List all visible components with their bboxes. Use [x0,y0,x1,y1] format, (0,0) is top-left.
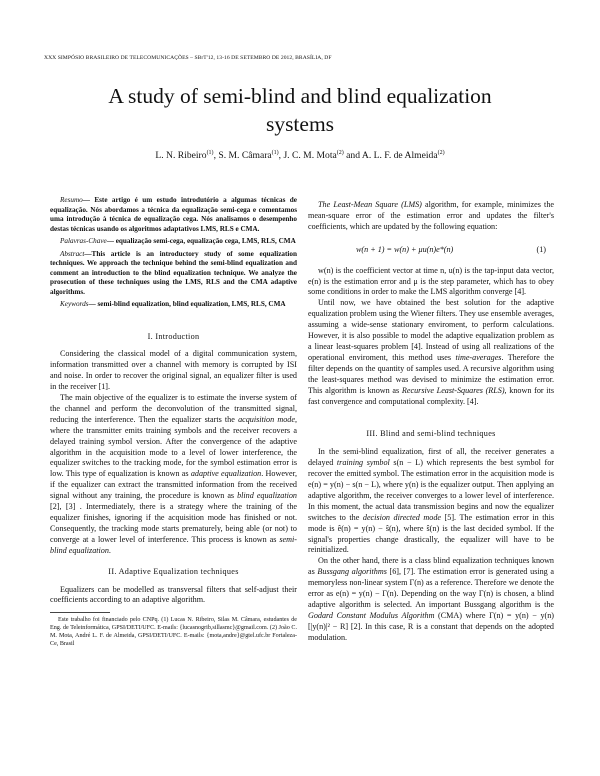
palavras-chave-block [50,237,297,247]
author-1-affil: (1) [206,150,214,156]
abstract-block [50,250,297,298]
section2-paragraph-1: Equalizers can be modelled as transversal filters that self-adjust their coefficients according to an adaptive algorithm. [50,584,297,605]
left-column [50,196,297,648]
lms-variables-paragraph: w(n) is the coefficient vector at time n, u(n) is the tap-input data vector, e(n) is the estimation error and μ is the step parameter, which has to obey some conditions in order to make the LMS algorithm converge [4]. [308,265,554,297]
palavras-chave-text: — equalização semi-cega, equalização cega, LMS, RLS, CMA [106,237,296,245]
author-list [40,150,560,161]
author-4: and A. L. F. de Almeida [343,150,438,162]
paper-title [40,82,560,138]
intro-paragraph-1: Considering the classical model of a digital communication system, information transmitted over a channel with memory is corrupted by ISI and noise. In order to recover the original signal, an equalizer filter is used in the receiver [1]. [50,349,297,392]
intro-paragraph-2: The main objective of the equalizer is to estimate the inverse system of the channel and perform the deconvolution of the transmitted signal, reducing the interference. Then the equalizer starts the acquisition mode, where the transmitter emits training symbols and the receiver recovers a delayed training symbol version. After the convergence of the adaptive algorithm in the acquisition mode to a level of lower interference, the equalizer switches to the tracking mode, for the symbol estimation error is low. This type of equalization is known as adaptive equalization. However, if the equalizer can extract the transmitted information from the received signal without any training, the procedure is known as blind equalization [2], [3] . Intermediately, there is a strategy where the training of the equalizer finishes, ignoring if the acquisition mode has finished or not. Consequently, the tracking mode starts prematurely, being able (or not) to converge at a lower level of interference. This process is known as semi-blind equalization. [50,393,298,555]
right-column [308,200,554,644]
semi-blind-paragraph: In the semi-blind equalization, first of all, the receiver generates a delayed training symbol s(n − L) which represents the best symbol for recover the emitted symbol. The estimation error in the acquisition mode is e(n) = y(n) − s(n − L), where y(n) is the equalizer output. Then applying an adaptive algorithm, the receiver converges to a lower level of interference. In this moment, the actual data transmission begins and now the equalizer switches to the decision directed mode [5]. The estimation error in this mode is ê(n) = y(n) − ŝ(n), where ŝ(n) is the last decided symbol. If the signal's properties change drastically, the equalizer will have to be reinitialized. [308,447,555,555]
bussgang-paragraph: On the other hand, there is a class blind equalization techniques known as Bussgang algorithms [6], [7]. The estimation error is generated using a memoryless non-linear system Γ(n) as a reference. Therefore we denote the error as e(n) = y(n) − Γ(n). Depending on the way Γ(n) is chosen, a blind adaptive algorithm is selected. An important Bussgang algorithm is the Godard Constant Modulus Algorithm (CMA) where Γ(n) = y(n) − y(n) [|y(n)|² − R] [2]. In this case, R is a constant that depends on the adopted modulation. [308,556,554,642]
author-3: , J. C. M. Mota [278,150,337,162]
equation-body: w(n + 1) = w(n) + μu(n)e*(n) [356,244,454,254]
resumo-text: — Este artigo é um estudo introdutório a algumas técnicas de equalização. Nós abordamos a técnica da equalização semi-cega e comentamos uma introdução à técnica de equalização cega. Nós analisamos o desempenho destas técnicas usando os algoritmos adaptativos LMS, RLS e CMA. [50,196,297,233]
resumo-label: Resumo [60,196,83,204]
rls-paragraph: Until now, we have obtained the best solution for the adaptive equalization problem using the Wiener filters. They use ensemble averages, assuming a wide-sense stationary enviroment, to perform calculations. However, it is also possible to model the adaptive equalization problem as a linear least-squares problem [4]. Instead of using all realizations of the operational enviroment, this method uses time-averages. Therefore the filter depends on the quantity of samples used. A recursive algorithm using the least-squares method was devised to minimize the estimation error. This algorithm is known as Recursive Least-Squares (RLS), known for its fast convergence and computational complexity. [4]. [308,298,554,406]
author-2-affil: (1) [271,150,279,156]
section-heading-introduction: I. Introduction [147,331,200,341]
lms-paragraph: The Least-Mean Square (LMS) algorithm, for example, minimizes the mean-square error of the estimation error and updates the filter's coefficients, which are updated by the following equation: [308,200,554,231]
equation-number: (1) [536,244,546,254]
keywords-text: — semi-blind equalization, blind equalization, LMS, RLS, CMA [88,300,286,308]
abstract-label: Abstract [60,249,85,258]
title-line-1: A study of semi-blind and blind equalization [108,84,492,108]
title-line-2: systems [265,112,335,136]
keywords-block [50,300,297,310]
keywords-label: Keywords [60,300,89,308]
author-4-affil: (2) [437,150,445,156]
author-2: , S. M. Câmara [213,150,272,162]
section-heading-blind-semi-blind: III. Blind and semi-blind techniques [366,429,496,439]
running-header: XXX SIMPÓSIO BRASILEIRO DE TELECOMUNICAÇÕES – SBrT'12, 13-16 DE SETEMBRO DE 2012, BRASÍLIA, DF [44,55,332,61]
footnote-rule [50,612,110,613]
section-heading-adaptive-equalization: II. Adaptive Equalization techniques [108,566,239,576]
abstract-text: —This article is an introductory study of some equalization techniques. We approach the technique behind the semi-blind equalization and comment an introduction to the blind equalization technique. We analyze the prosecution of these techniques using the LMS, RLS and the CMA adaptive algorithms. [50,249,297,296]
footnote: Este trabalho foi financiado pelo CNPq. (1) Lucas N. Ribeiro, Silas M. Câmara, estudantes de Eng. de Teleinformática, GPSI/DETI/UFC. E-mails: {lucasnogrib,sillasmc}@gmail.com. (2) João C. M. Mota, André L. F. de Almeida, GPSI/DETI/UFC. E-mails: {mota,andre}@gtel.ufc.br Fortaleza-Ce, Brasil [50,617,297,648]
author-3-affil: (2) [336,150,344,156]
palavras-chave-label: Palavras-Chave [60,237,107,245]
author-1: L. N. Ribeiro [155,150,207,162]
equation-1 [308,245,554,256]
resumo-block [50,196,297,234]
